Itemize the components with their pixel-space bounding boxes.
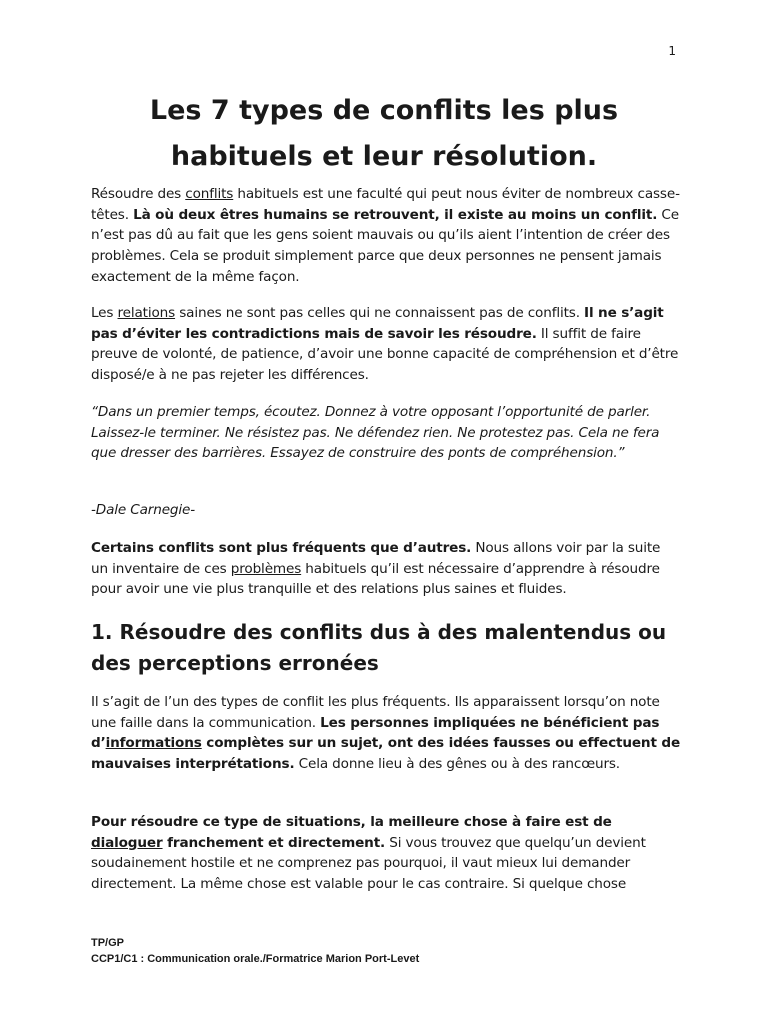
text-run: habituels est une faculté qui peut nous éviter de nombreux casse-têtes. — [91, 186, 680, 223]
text-run: habituels qu’il est nécessaire d’apprendre à résoudre pour avoir une vie plus tranquille et des relations plus saines et fluides. — [91, 560, 660, 598]
text-run: Ce n’est pas dû au fait que les gens soient mauvais ou qu’ils aient l’intention de créer des problèmes. Cela se produit simplement parce que deux personnes ne pensent jamais exactement de la même façon. — [91, 206, 679, 285]
bold-run: Certains conflits sont plus fréquents que d’autres. — [91, 540, 472, 556]
bold-run: Il ne s’agit pas d’éviter les contradictions mais de savoir les résoudre. — [91, 305, 664, 342]
quote-author: -Dale Carnegie- — [91, 502, 195, 518]
text-run: Il s’agit de l’un des types de conflit les plus fréquents. Ils apparaissent lorsqu’on note une faille dans la communication. — [91, 694, 660, 731]
text-run: Nous allons voir par la suite un inventaire de ces — [91, 540, 661, 577]
text-run: Résoudre des — [91, 186, 186, 202]
page-title: Les 7 types de conflits les plus habituels et leur résolution. — [149, 95, 619, 172]
footer-line-2: CCP1/C1 : Communication orale./Formatrice Marion Port-Levet — [91, 953, 420, 965]
paragraph-inventory — [91, 538, 681, 600]
quote-block: “Dans un premier temps, écoutez. Donnez à votre opposant l’opportunité de parler. Laissez-le terminer. Ne résistez pas. Ne défendez rien. Ne protestez pas. Cela ne fera que dresser des barrières. Essayez de construire des ponts de compréhension.” — [91, 404, 660, 462]
bold-run: Les personnes impliquées ne bénéficient pas d’ — [91, 714, 660, 752]
text-run: saines ne sont pas celles qui ne connaissent pas de conflits. — [175, 305, 585, 321]
bold-run: Là où deux êtres humains se retrouvent, il existe au moins un conflit. — [133, 206, 658, 223]
footer-line-1: TP/GP — [91, 937, 125, 949]
text-run: Si vous trouvez que quelqu’un devient soudainement hostile et ne comprenez pas pourquoi, il vaut mieux lui demander directement. La même chose est valable pour le cas contraire. Si quelque chose — [91, 834, 646, 893]
link-conflits[interactable]: conflits — [185, 186, 234, 202]
bold-run: franchement et directement. — [162, 834, 386, 851]
link-relations[interactable]: relations — [117, 305, 176, 321]
bold-run: Pour résoudre ce type de situations, la meilleure chose à faire est de — [91, 814, 612, 830]
paragraph-intro — [91, 184, 681, 288]
bold-run: complètes sur un sujet, ont des idées fausses ou effectuent de mauvaises interprétations. — [91, 735, 681, 773]
paragraph-misunderstandings — [91, 692, 681, 775]
page-footer — [91, 935, 419, 967]
link-informations[interactable]: informations — [105, 735, 202, 752]
link-problemes[interactable]: problèmes — [230, 560, 302, 577]
text-run: Il suffit de faire preuve de volonté, de patience, d’avoir une bonne capacité de compréhension et d’être disposé/e à ne pas rejeter les différences. — [91, 325, 679, 384]
paragraph-relations — [91, 303, 681, 386]
text-run: Cela donne lieu à des gênes ou à des rancœurs. — [294, 756, 620, 773]
section-heading-1: 1. Résoudre des conflits dus à des malentendus ou des perceptions erronées — [91, 620, 667, 675]
text-run: Les — [91, 305, 118, 321]
page-number: 1 — [668, 44, 676, 58]
paragraph-resolution — [91, 812, 681, 895]
link-dialoguer[interactable]: dialoguer — [91, 834, 163, 851]
